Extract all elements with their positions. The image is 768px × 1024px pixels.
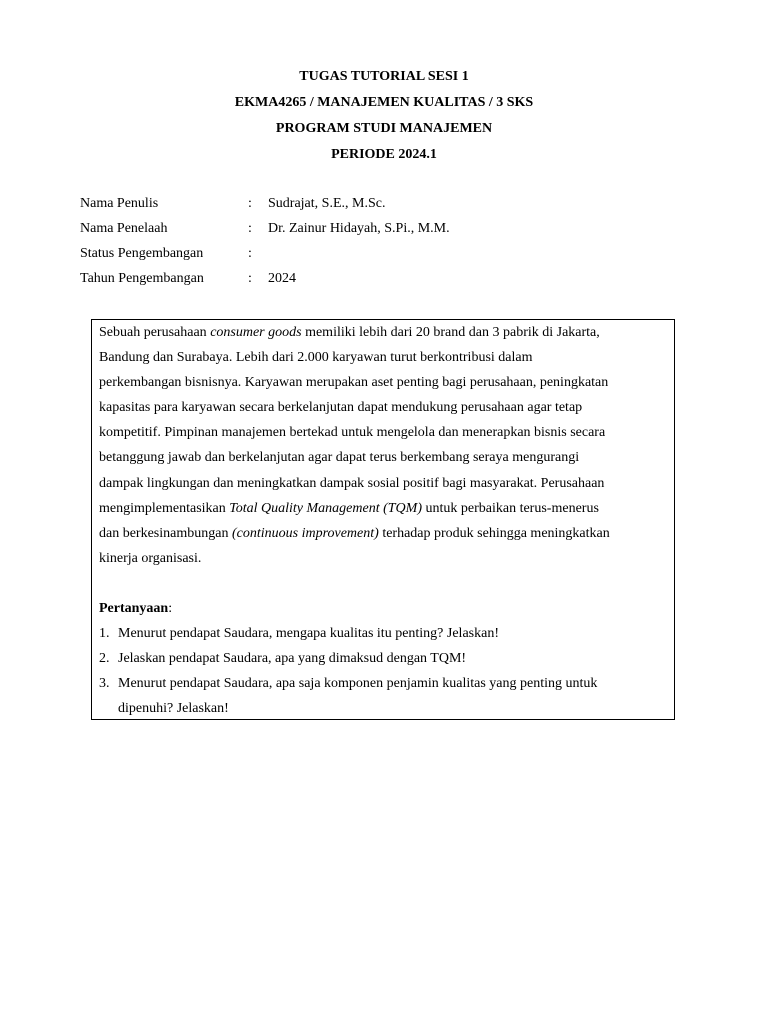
case-line: Bandung dan Surabaya. Lebih dari 2.000 karyawan turut berkontribusi dalam bbox=[99, 350, 533, 366]
meta-label: Nama Penelaah bbox=[80, 221, 168, 236]
questions-heading bbox=[99, 596, 668, 621]
header-course: EKMA4265 / MANAJEMEN KUALITAS / 3 SKS bbox=[234, 95, 534, 110]
meta-row-reviewer bbox=[80, 219, 680, 244]
question-text: Jelaskan pendapat Saudara, apa yang dimaksud dengan TQM! bbox=[118, 650, 467, 666]
meta-row-author bbox=[80, 194, 680, 219]
case-emphasis: (continuous improvement) bbox=[231, 525, 379, 541]
case-line: betanggung jawab dan berkelanjutan agar dapat terus berkembang seraya mengurangi bbox=[99, 450, 580, 466]
meta-value: Dr. Zainur Hidayah, S.Pi., M.M. bbox=[268, 221, 450, 236]
question-number: 1. bbox=[99, 625, 110, 641]
meta-colon: : bbox=[248, 221, 252, 236]
meta-value: Sudrajat, S.E., M.Sc. bbox=[268, 196, 386, 211]
meta-label: Tahun Pengembangan bbox=[80, 271, 204, 286]
case-text: memiliki lebih dari 20 brand dan 3 pabrik di Jakarta, bbox=[301, 325, 600, 340]
case-line: perkembangan bisnisnya. Karyawan merupakan aset penting bagi perusahaan, peningkatan bbox=[99, 375, 609, 391]
meta-value: 2024 bbox=[268, 271, 296, 286]
case-line bbox=[99, 320, 668, 345]
case-text: Sebuah perusahaan bbox=[99, 325, 211, 340]
case-line bbox=[99, 496, 668, 521]
case-emphasis: consumer goods bbox=[210, 325, 302, 340]
header-title: TUGAS TUTORIAL SESI 1 bbox=[299, 69, 469, 84]
meta-colon: : bbox=[248, 271, 252, 286]
question-item bbox=[99, 621, 668, 646]
case-text: mengimplementasikan bbox=[99, 500, 230, 516]
meta-row-status bbox=[80, 244, 680, 269]
case-line: kompetitif. Pimpinan manajemen bertekad untuk mengelola dan menerapkan bisnis secara bbox=[99, 425, 606, 441]
question-number: 2. bbox=[99, 650, 110, 666]
document-header bbox=[0, 67, 768, 171]
meta-label: Nama Penulis bbox=[80, 196, 159, 211]
questions-title: Pertanyaan bbox=[99, 600, 169, 616]
question-number: 3. bbox=[99, 675, 110, 691]
author-metadata bbox=[80, 194, 680, 294]
case-study-box bbox=[91, 319, 675, 720]
question-list bbox=[99, 621, 668, 721]
case-line bbox=[99, 521, 668, 546]
question-item bbox=[99, 671, 668, 721]
case-line: dampak lingkungan dan meningkatkan dampak sosial positif bagi masyarakat. Perusahaan bbox=[99, 475, 605, 491]
case-line: kinerja organisasi. bbox=[99, 550, 202, 566]
header-period: PERIODE 2024.1 bbox=[331, 147, 437, 162]
case-emphasis: Total Quality Management (TQM) bbox=[229, 500, 422, 516]
case-text: dan berkesinambungan bbox=[99, 525, 232, 541]
case-text: untuk perbaikan terus-menerus bbox=[422, 500, 599, 516]
meta-label: Status Pengembangan bbox=[80, 246, 204, 261]
meta-row-year bbox=[80, 269, 680, 294]
case-line: kapasitas para karyawan secara berkelanjutan dapat mendukung perusahaan agar tetap bbox=[99, 400, 583, 416]
meta-colon: : bbox=[248, 246, 252, 261]
question-text: Menurut pendapat Saudara, apa saja komponen penjamin kualitas yang penting untuk bbox=[118, 675, 598, 691]
question-text: Menurut pendapat Saudara, mengapa kualitas itu penting? Jelaskan! bbox=[118, 625, 499, 641]
header-program: PROGRAM STUDI MANAJEMEN bbox=[275, 121, 493, 136]
case-paragraph bbox=[99, 320, 668, 571]
question-text-continued: dipenuhi? Jelaskan! bbox=[118, 700, 229, 716]
meta-colon: : bbox=[248, 196, 252, 211]
question-item bbox=[99, 646, 668, 671]
questions-colon: : bbox=[168, 600, 173, 616]
case-text: terhadap produk sehingga meningkatkan bbox=[378, 525, 610, 541]
